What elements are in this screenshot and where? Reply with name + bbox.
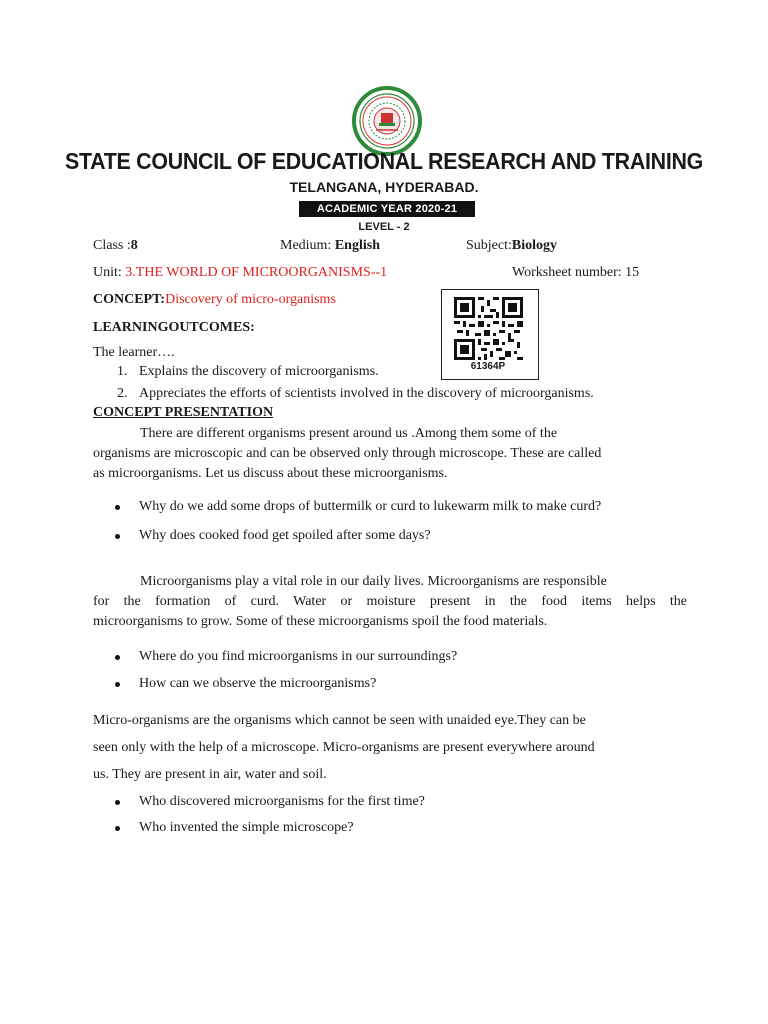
organization-subtitle: TELANGANA, HYDERABAD. — [289, 179, 479, 195]
paragraph-1-line-3: as microorganisms. Let us discuss about these microorganisms. — [93, 466, 448, 481]
paragraph-3-line-2: seen only with the help of a microscope. Micro-organisms are present everywhere around — [93, 740, 595, 755]
paragraph-3-line-1: Micro-organisms are the organisms which cannot be seen with unaided eye.They can be — [93, 713, 586, 728]
outcome-number: 2. — [117, 386, 128, 401]
bullet-dot — [115, 505, 120, 510]
class-label: Class : — [93, 238, 131, 253]
scert-logo-icon — [352, 86, 422, 156]
question-item: Where do you find microorganisms in our surroundings? — [139, 649, 458, 664]
bullet-dot — [115, 682, 120, 687]
unit-field — [93, 265, 387, 281]
qr-code-label: 61364P — [470, 361, 506, 372]
level-label: LEVEL - 2 — [358, 221, 410, 233]
question-item: Who discovered microorganisms for the first time? — [139, 794, 425, 809]
bullet-dot — [115, 534, 120, 539]
class-value: 8 — [130, 238, 138, 253]
paragraph-2-line-1: Microorganisms play a vital role in our daily lives. Microorganisms are responsible — [140, 574, 607, 589]
medium-label: Medium: — [280, 238, 335, 253]
medium-value: English — [334, 238, 380, 253]
paragraph-1-line-2: organisms are microscopic and can be observed only through microscope. These are called — [93, 446, 602, 461]
bullet-dot — [115, 655, 120, 660]
paragraph-2-line-3: microorganisms to grow. Some of these microorganisms spoil the food materials. — [93, 614, 548, 629]
subject-field — [466, 238, 557, 254]
outcome-item-2 — [117, 386, 594, 402]
question-item: How can we observe the microorganisms? — [139, 676, 377, 691]
concept-value: Discovery of micro-organisms — [165, 292, 336, 307]
paragraph-1-line-1: There are different organisms present around us .Among them some of the — [140, 426, 558, 441]
subject-value: Biology — [511, 238, 558, 253]
class-field — [93, 238, 138, 254]
paragraph-3-line-3: us. They are present in air, water and soil. — [93, 767, 327, 782]
concept-presentation-heading: CONCEPT PRESENTATION — [93, 405, 274, 420]
worksheet-number: Worksheet number: 15 — [512, 265, 640, 280]
subject-label: Subject: — [466, 238, 512, 253]
question-item: Who invented the simple microscope? — [139, 820, 354, 835]
concept-label: CONCEPT: — [93, 292, 166, 307]
unit-label: Unit: — [93, 265, 126, 280]
qr-code-icon — [454, 297, 523, 360]
paragraph-2-line-2: for the formation of curd. Water or moisture present in the food items helps the — [93, 594, 687, 609]
academic-year-badge — [299, 201, 475, 217]
learner-intro: The learner…. — [93, 345, 175, 360]
learning-outcomes-heading: LEARNINGOUTCOMES: — [93, 320, 255, 335]
unit-value: 3.THE WORLD OF MICROORGANISMS--1 — [125, 265, 388, 280]
concept-field — [93, 292, 336, 308]
bullet-dot — [115, 826, 120, 831]
outcome-number: 1. — [117, 364, 128, 379]
outcome-item-1 — [117, 364, 379, 380]
question-item: Why do we add some drops of buttermilk or curd to lukewarm milk to make curd? — [139, 499, 602, 514]
outcome-text: Explains the discovery of microorganisms. — [139, 364, 379, 379]
medium-field — [280, 238, 380, 254]
outcome-text: Appreciates the efforts of scientists involved in the discovery of microorganisms. — [139, 386, 594, 401]
question-item: Why does cooked food get spoiled after some days? — [139, 528, 431, 543]
bullet-dot — [115, 800, 120, 805]
organization-title: STATE COUNCIL OF EDUCATIONAL RESEARCH AND TRAINING — [64, 148, 704, 174]
academic-year-text: ACADEMIC YEAR 2020-21 — [316, 203, 458, 215]
